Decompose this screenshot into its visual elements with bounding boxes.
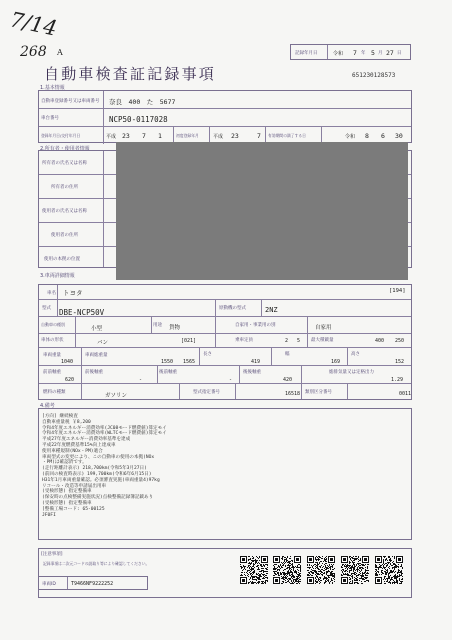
qr-code-5: [375, 556, 403, 584]
max-load-value: 400: [375, 338, 385, 344]
qr-code-1: [240, 556, 268, 584]
user-name-label: 使用者の氏名又は名称: [42, 209, 87, 214]
body-code: [021]: [181, 338, 197, 344]
displacement-value: 1.29: [391, 377, 404, 383]
rear-axle-label: 後後軸重: [243, 370, 261, 375]
model-label: 型式: [42, 306, 51, 311]
section3-heading: 3.車両詳細情報: [40, 273, 75, 279]
chassis-label: 車台番号: [41, 116, 59, 121]
record-date-era: 令和: [333, 51, 344, 57]
kind-value: 小型: [91, 326, 103, 332]
width-label: 幅: [285, 352, 290, 357]
base-location-label: 使用の本拠の位置: [44, 257, 80, 262]
expiry-label: 有効期間の満了する日: [268, 133, 306, 138]
owner-address-label: 所有者の住所: [51, 185, 78, 190]
gross-label: 車両総重量: [85, 353, 108, 358]
handwritten-date: 7/14: [8, 7, 60, 41]
gross-value2: 1565: [183, 359, 196, 365]
capacity-label: 乗車定員: [235, 338, 253, 343]
first-year-label: 初度登録年月: [176, 133, 199, 138]
expiry-month: 6: [381, 132, 385, 140]
year-unit: 年: [361, 51, 366, 56]
weight-label: 車両重量: [43, 353, 61, 358]
first-reg-day: 1: [158, 132, 162, 140]
qr-code-4: [341, 556, 369, 584]
length-value: 419: [251, 359, 261, 365]
front-axle-label: 前前軸重: [43, 370, 61, 375]
fuel-value: ガソリン: [105, 393, 128, 399]
gross-value: 1550: [161, 359, 174, 365]
first-reg-label: 登録年月日/交付年月日: [41, 133, 81, 138]
kind-label: 自動車の種別: [41, 322, 65, 327]
record-date-year: 7: [353, 49, 357, 57]
rear-axle-value: 420: [283, 377, 293, 383]
type-no-label: 型式指定番号: [193, 390, 220, 395]
user-address-label: 使用者の住所: [51, 233, 78, 238]
first-year-year: 23: [231, 132, 239, 140]
car-id-box: [38, 576, 148, 590]
use-label: 用途: [153, 323, 162, 328]
first-year-era: 平成: [213, 134, 224, 140]
fuel-label: 燃料の種類: [43, 390, 66, 395]
section2-heading: 2.所有者・使用者情報: [40, 146, 90, 152]
private-label: 自家用・事業用の別: [235, 323, 276, 328]
class-no-value: 0011: [399, 391, 412, 397]
engine-value: 2NZ: [265, 306, 278, 314]
class-no-label: 類別区分番号: [305, 390, 332, 395]
first-year-month: 7: [257, 132, 261, 140]
first-reg-era: 平成: [106, 134, 117, 140]
notice-text: 記録事項は二次元コードの読取り等により確認してください。: [43, 561, 150, 566]
owner-name-label: 所有者の氏名又は名称: [42, 161, 87, 166]
record-date-box: [290, 44, 411, 60]
document-title: 自動車検査証記録事項: [44, 65, 217, 83]
basic-info-table: [38, 90, 412, 143]
rear-front-label: 後前軸重: [159, 370, 177, 375]
front-rear-label: 前後軸重: [85, 370, 103, 375]
day-unit: 日: [397, 51, 402, 56]
notice-heading: [注意事項]: [41, 552, 63, 557]
car-id-value: T9466NF9222252: [71, 581, 114, 587]
front-rear-value: -: [139, 377, 143, 383]
redacted-block: [116, 142, 408, 280]
front-axle-value: 620: [65, 377, 75, 383]
displacement-label: 総排気量又は定格出力: [329, 370, 374, 375]
weight-value: 1040: [61, 359, 74, 365]
record-date-day: 27: [386, 49, 394, 57]
maker-code: [194]: [389, 288, 406, 294]
capacity-value: 2: [285, 338, 289, 344]
vehicle-detail-table: [38, 284, 412, 400]
registration-label: 自動車登録番号又は車両番号: [41, 99, 100, 104]
qr-code-3: [307, 556, 335, 584]
handwritten-number: 268: [20, 44, 47, 60]
chassis-number: NCP50-0117028: [109, 115, 168, 124]
remarks-text: [方向] 継続検査 自動車重量税 ￥8,200 令和4年度エネルギー消費効率(JC08モード燃費値)算定モイ 令和4年度エネルギー消費効率(WLTCモード燃費値)算定モイ 平成27年度エネルギー消費効率基準を達成 平成22年度燃費基準15%向上達成車 使用車種規制(NOx・PM)適合 車両型式の変更により、この自動車の使用の本拠(NOx ・PM)は確認済です。 (走行距離計表示) 218,700km(令和5年3月27日) (前回の検査時表示) 199,700km(令和6年6月15日) H31年1月車両重量確認。必須審査実施(車両重量4)97kg リコール・改造等申請届出用車 (受検形態) 指定整備車 (保安時の点検整備実施状況)点検整備記録簿記載あり (受検形態) 指定整備車 [整備工場コード: 65-00125 JF0FI: [42, 414, 167, 518]
document-number: 651230128573: [352, 72, 396, 79]
maker-value: トヨタ: [63, 289, 83, 297]
body-label: 車体の形状: [41, 338, 64, 343]
registration-number: 奈良 400 た 5677: [109, 98, 176, 106]
record-date-label: 記録年月日: [295, 51, 318, 56]
record-date-month: 5: [371, 49, 375, 57]
car-id-label: 車両ID: [42, 582, 56, 587]
height-value: 152: [395, 359, 405, 365]
capacity-value2: 5: [297, 338, 301, 344]
use-value: 貨物: [169, 325, 181, 331]
max-load-value2: 250: [395, 338, 405, 344]
first-reg-year: 23: [122, 132, 130, 140]
max-load-label: 最大積載量: [311, 338, 334, 343]
month-unit: 月: [378, 51, 383, 56]
engine-label: 原動機の型式: [219, 306, 246, 311]
maker-label: 車名: [47, 291, 56, 296]
model-value: DBE-NCP50V: [59, 308, 105, 317]
expiry-era: 令和: [345, 134, 356, 140]
type-no-value: 16518: [285, 391, 301, 397]
body-value: バン: [97, 340, 109, 346]
rear-front-value: -: [229, 377, 233, 383]
qr-code-2: [273, 556, 301, 584]
length-label: 長さ: [203, 352, 212, 357]
width-value: 169: [331, 359, 341, 365]
first-reg-month: 7: [142, 132, 146, 140]
height-label: 高さ: [351, 352, 360, 357]
section4-heading: 4.備考: [40, 403, 55, 409]
expiry-year: 8: [365, 132, 369, 140]
expiry-day: 30: [395, 132, 403, 140]
private-value: 自家用: [315, 325, 332, 331]
handwritten-suffix: A: [57, 48, 63, 57]
section1-heading: 1.基本情報: [40, 85, 65, 91]
